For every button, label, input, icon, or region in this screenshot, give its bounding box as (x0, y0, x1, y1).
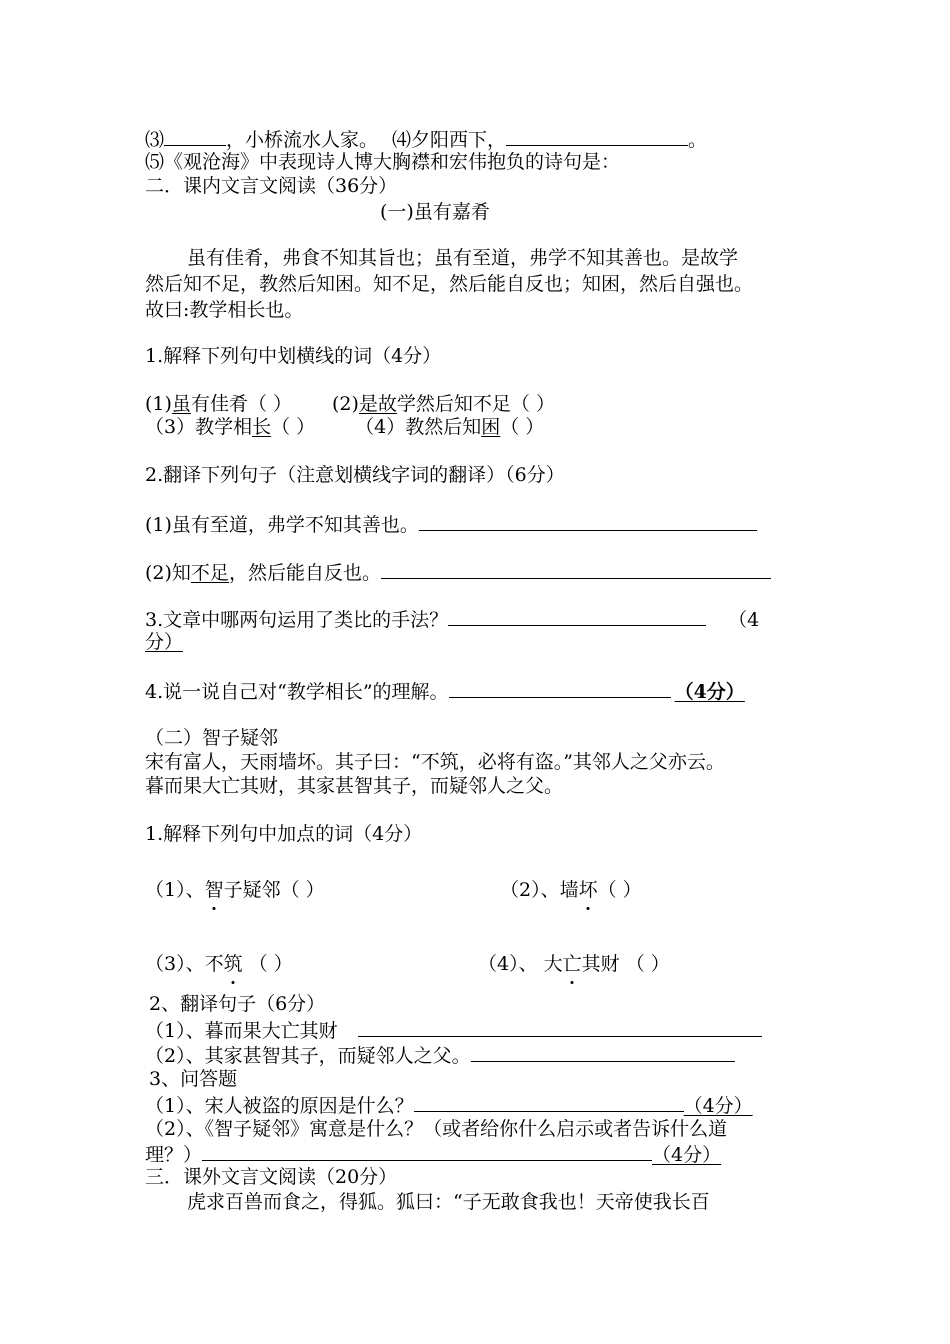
answer-blank[interactable] (381, 560, 771, 579)
p2-q1-row1 (145, 879, 325, 901)
text-fragment: 长 (252, 416, 272, 438)
p2-q3-a2-cont (145, 1142, 721, 1166)
answer-blank[interactable] (471, 1043, 735, 1062)
poem-blank-3-4 (145, 127, 707, 151)
text-fragment: （4 (728, 609, 760, 631)
section3-line-1: 虎求百兽而食之，得狐。狐曰：“子无敢食我也！天帝使我长百 (187, 1191, 710, 1213)
p1-q4 (145, 679, 745, 703)
p1-q2-s2 (145, 560, 771, 584)
text-fragment: 亡 (562, 953, 582, 975)
answer-blank[interactable] (419, 512, 757, 531)
text-fragment: 是故 (358, 393, 397, 415)
text-fragment: （1）、 (145, 879, 205, 901)
p1-q2-title: 2.翻译下列句子（注意划横线字词的翻译）（6分） (145, 464, 565, 486)
p2-q2-s1 (145, 1018, 762, 1042)
p2-q2-s2 (145, 1043, 735, 1067)
text-fragment: （4）教然后知 (355, 416, 482, 438)
answer-blank[interactable] (202, 1142, 652, 1161)
p2-q1-row1b (500, 879, 642, 901)
text-fragment: （2）、墙 (500, 879, 579, 901)
text-fragment: 智 (204, 879, 224, 901)
passage2-line-2: 暮而果大亡其财，其家甚智其子，而疑邻人之父。 (145, 775, 564, 797)
section3-heading: 三．课外文言文阅读（20分） (145, 1166, 398, 1188)
passage1-line-1: 虽有佳肴，弗食不知其旨也；虽有至道，弗学不知其善也。是故学 (187, 247, 739, 269)
text-fragment: 虽 (171, 393, 191, 415)
text-fragment: （4分） (683, 1095, 753, 1117)
text-fragment: (2) (331, 393, 359, 415)
text-fragment: 学然后知不足（ ） (396, 393, 555, 415)
p1-q2-s1 (145, 512, 757, 536)
p1-q1-row1 (145, 393, 555, 415)
text-fragment: （2）、其家甚智其子，而疑邻人之父。 (145, 1045, 471, 1067)
text-fragment: （4）、 大 (478, 953, 563, 975)
text-fragment: （4分） (652, 1144, 722, 1166)
text-fragment: 3.文章中哪两句运用了类比的手法？ (145, 609, 449, 631)
answer-blank[interactable] (449, 679, 671, 698)
text-fragment: 其财 （ ） (581, 953, 670, 975)
p1-q1-row2 (145, 416, 544, 438)
text-fragment: (1) (145, 393, 172, 415)
text-fragment: （ ） (242, 953, 293, 975)
passage1-line-2: 然后知不足，教然后知困。知不足，然后能自反也；知困，然后自强也。 (145, 273, 754, 295)
answer-blank[interactable] (358, 1018, 762, 1037)
text-fragment: 有佳肴（ ） (190, 393, 292, 415)
passage2-line-1: 宋有富人，天雨墙坏。其子曰：“不筑，必将有盗。”其邻人之父亦云。 (145, 751, 725, 773)
passage1-line-3: 故曰:教学相长也。 (145, 299, 304, 321)
text-fragment: ⑷夕阳西下， (392, 129, 507, 151)
text-fragment: ，然后能自反也。 (228, 562, 381, 584)
p2-q1-row2 (145, 953, 293, 975)
p1-q1-title: 1.解释下列句中划横线的词（4分） (145, 345, 442, 367)
section2-heading: 二．课内文言文阅读（36分） (145, 175, 398, 197)
p2-q3-a1 (145, 1093, 753, 1117)
p2-q2-title: 2、翻译句子（6分） (149, 993, 326, 1015)
passage2-title: （二）智子疑邻 (145, 727, 279, 749)
text-fragment: ⑶ (145, 129, 165, 151)
text-fragment: （ ） (597, 879, 642, 901)
text-fragment: （1）、暮而果大亡其财 (145, 1020, 338, 1042)
p1-q3-score (145, 631, 183, 653)
p2-q3-title: 3、问答题 (149, 1068, 238, 1090)
text-fragment: ，小桥流水人家。 (226, 129, 379, 151)
text-fragment: (2)知 (145, 562, 191, 584)
text-fragment: （ ） (500, 416, 545, 438)
p2-q1-title: 1.解释下列句中加点的词（4分） (145, 823, 423, 845)
text-fragment: 理？） (145, 1144, 203, 1166)
text-fragment: （ ） (271, 416, 316, 438)
answer-blank[interactable] (506, 127, 688, 146)
answer-blank[interactable] (448, 607, 706, 626)
text-fragment: （1）、宋人被盗的原因是什么？ (145, 1095, 414, 1117)
answer-blank[interactable] (414, 1093, 684, 1112)
text-fragment: 困 (481, 416, 501, 438)
text-fragment: （4分） (674, 681, 745, 703)
p2-q3-a2: （2）、《智子疑邻》寓意是什么？（或者给你什么启示或者告诉什么道 (145, 1118, 728, 1140)
p2-q1-row2b (478, 953, 670, 975)
text-fragment: 。 (688, 129, 708, 151)
text-fragment: 4.说一说自己对“教学相长”的理解。 (145, 681, 449, 703)
text-fragment: (1)虽有至道，弗学不知其善也。 (145, 514, 419, 536)
passage1-title: (一)虽有嘉肴 (380, 201, 490, 223)
poem-blank-5: ⑸《观沧海》中表现诗人博大胸襟和宏伟抱负的诗句是： (145, 151, 621, 173)
text-fragment: 分） (145, 631, 184, 653)
answer-blank[interactable] (164, 127, 226, 146)
text-fragment: 不足 (190, 562, 229, 584)
text-fragment: 筑 (223, 953, 243, 975)
text-fragment: 子疑邻（ ） (223, 879, 325, 901)
text-fragment: 坏 (578, 879, 598, 901)
text-fragment: （3）教学相 (145, 416, 253, 438)
p1-q3 (145, 607, 759, 631)
text-fragment: （3）、不 (145, 953, 224, 975)
